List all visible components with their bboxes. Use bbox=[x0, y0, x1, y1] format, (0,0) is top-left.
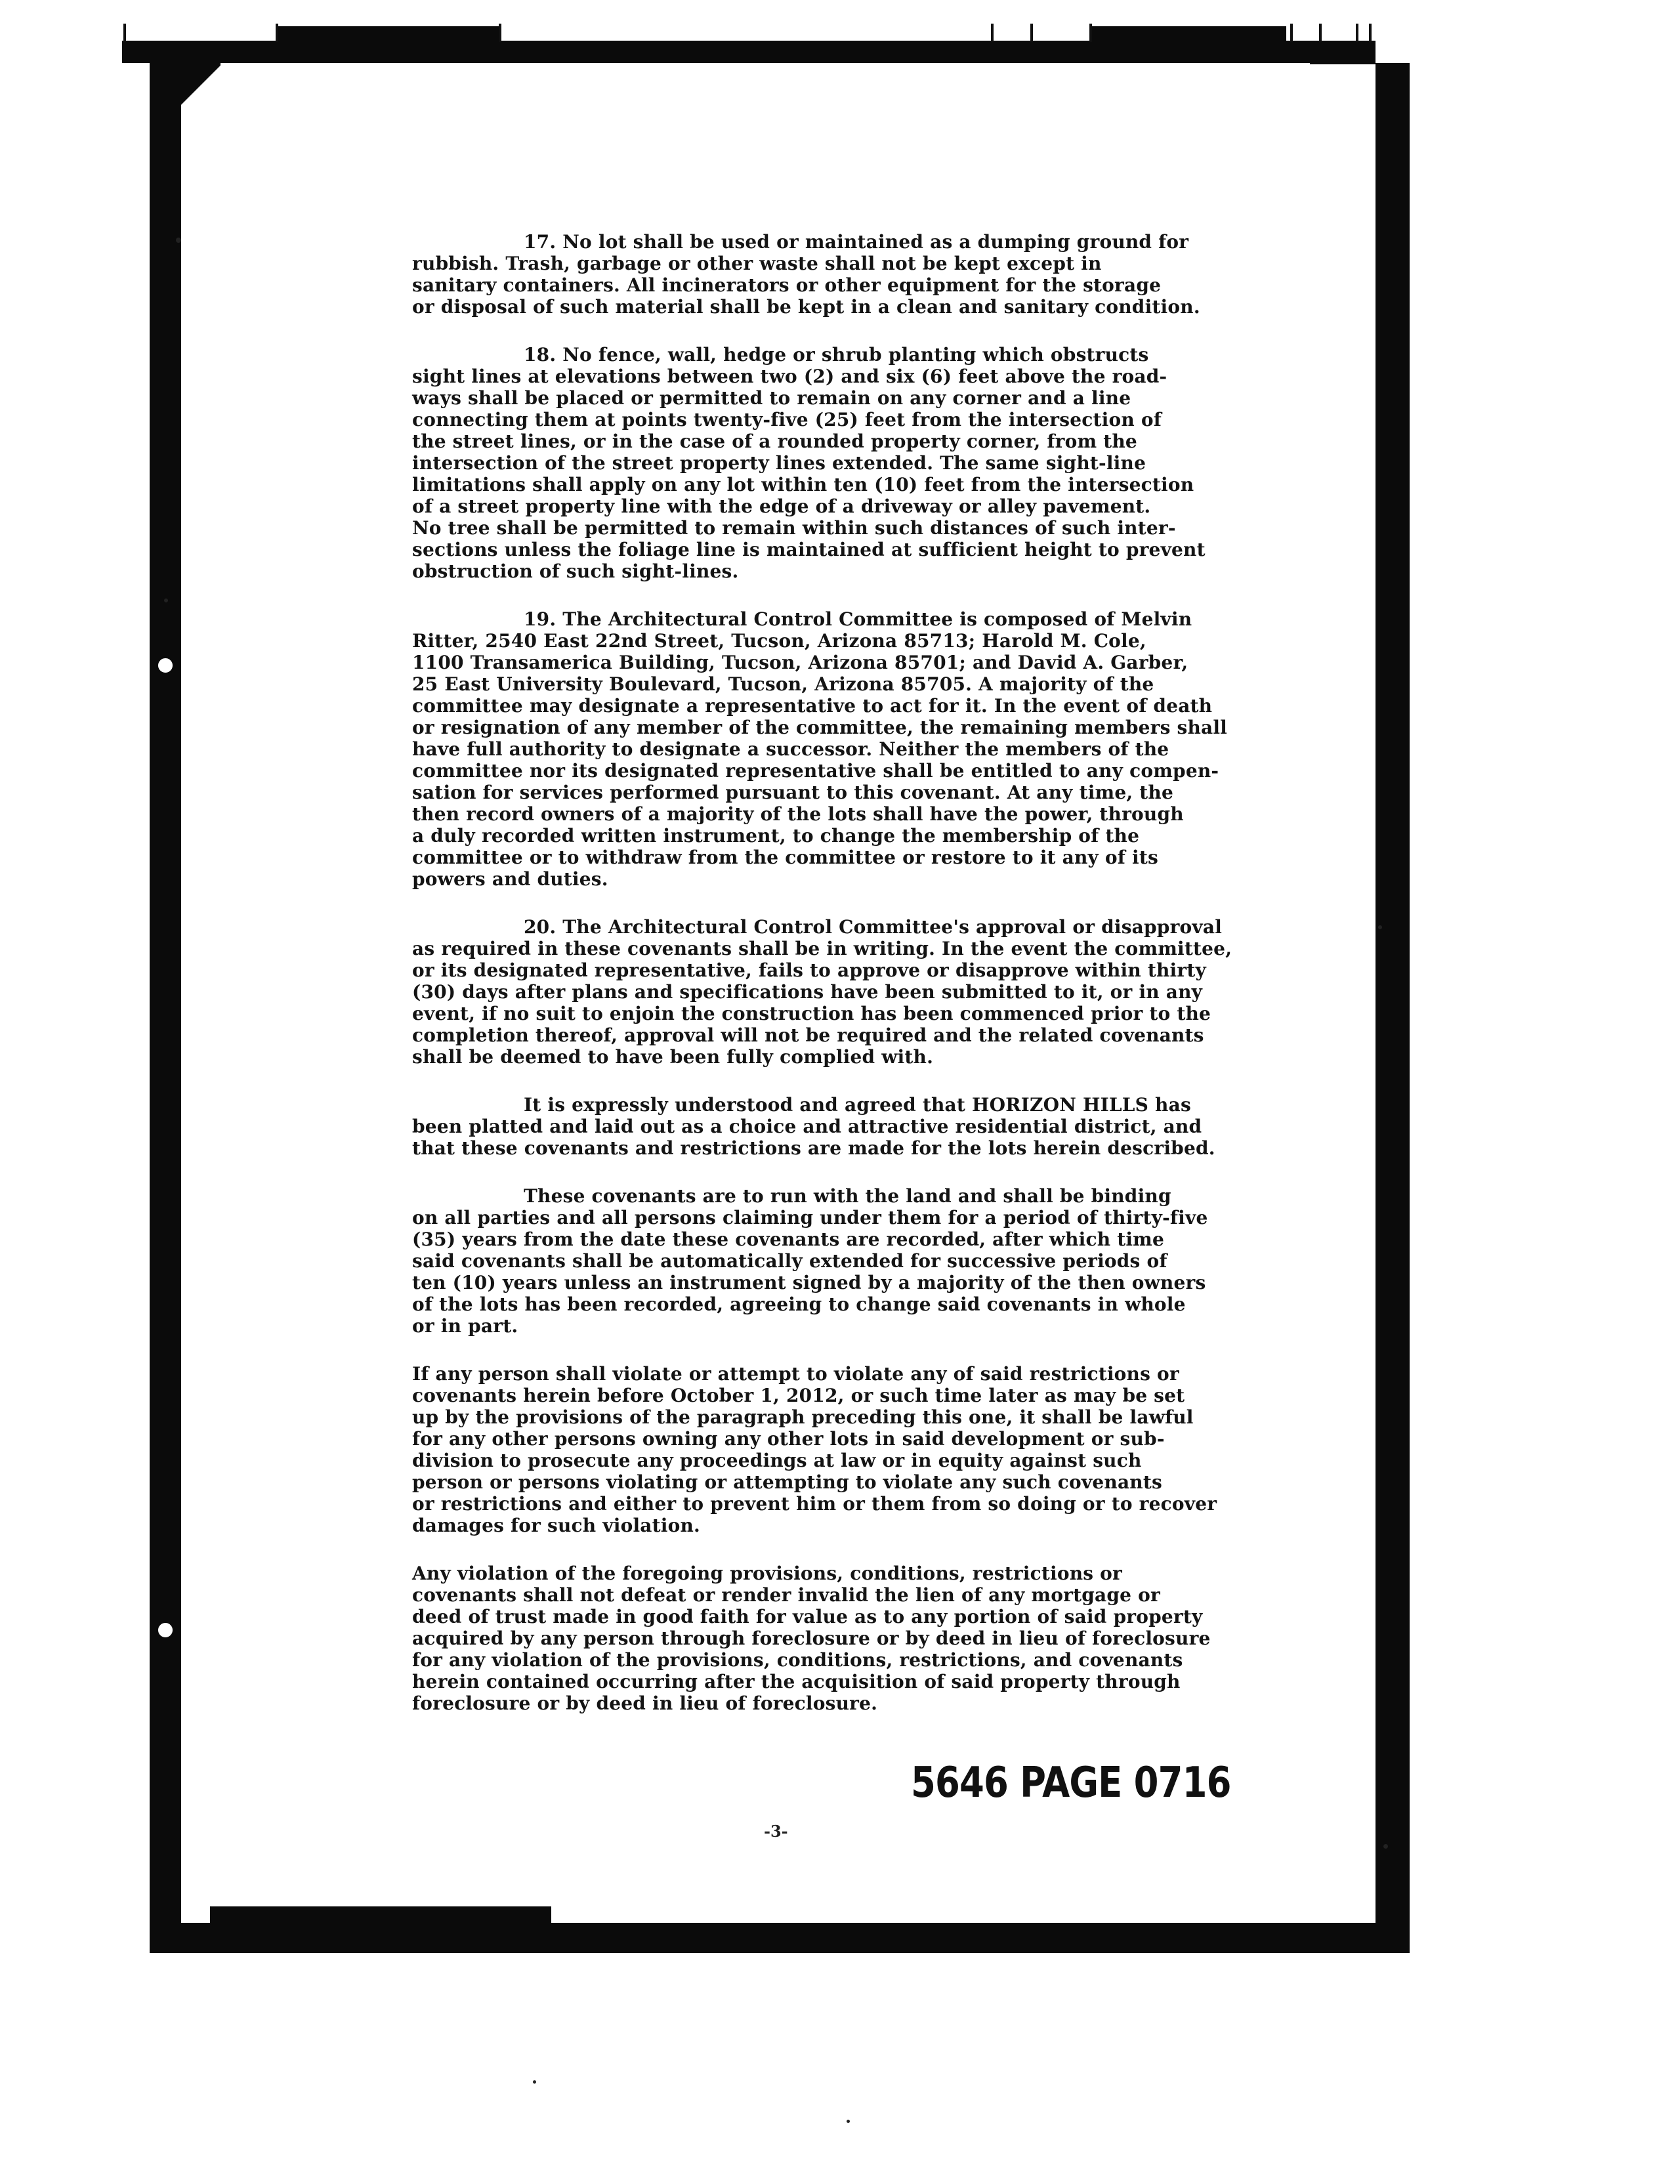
paragraph-line: sections unless the foliage line is maintained at sufficient height to prevent bbox=[412, 539, 1206, 560]
scan-speck bbox=[176, 238, 181, 243]
scan-tick-mark bbox=[499, 24, 501, 42]
paragraph-line: person or persons violating or attempting to violate any such covenants bbox=[412, 1471, 1162, 1493]
paragraph-line: damages for such violation. bbox=[412, 1515, 701, 1536]
paragraph-line: of the lots has been recorded, agreeing to change said covenants in whole bbox=[412, 1293, 1186, 1315]
paragraph-line: ten (10) years unless an instrument signed by a majority of the then owners bbox=[412, 1272, 1206, 1293]
scan-tick-mark bbox=[1089, 24, 1092, 42]
paragraph-line: ways shall be placed or permitted to remain on any corner and a line bbox=[412, 387, 1131, 409]
scan-tick-mark bbox=[1290, 24, 1293, 42]
paragraph-line: of a street property line with the edge of a driveway or alley pavement. bbox=[412, 495, 1151, 517]
punch-hole bbox=[156, 1621, 175, 1639]
paragraph-line: (30) days after plans and specifications have been submitted to it, or in any bbox=[412, 981, 1203, 1003]
paragraph-line: committee nor its designated representative shall be entitled to any compen- bbox=[412, 760, 1219, 782]
paragraph-line: for any other persons owning any other lots in said development or sub- bbox=[412, 1428, 1165, 1450]
paragraph-p-expressly bbox=[412, 1094, 1259, 1159]
paragraph-line: committee may designate a representative to act for it. In the event of death bbox=[412, 695, 1213, 717]
paragraph-line: or resignation of any member of the committee, the remaining members shall bbox=[412, 717, 1228, 738]
paragraph-line: a duly recorded written instrument, to change the membership of the bbox=[412, 825, 1140, 847]
scan-speck bbox=[1383, 1844, 1388, 1849]
paragraph-line: sight lines at elevations between two (2) and six (6) feet above the road- bbox=[412, 366, 1167, 387]
paragraph-line: No tree shall be permitted to remain within such distances of such inter- bbox=[412, 517, 1176, 539]
paragraph-line: 1100 Transamerica Building, Tucson, Arizona 85701; and David A. Garber, bbox=[412, 652, 1188, 673]
punch-hole bbox=[156, 656, 175, 675]
paragraph-line: sanitary containers. All incinerators or other equipment for the storage bbox=[412, 274, 1162, 296]
scan-speck bbox=[533, 2080, 536, 2084]
scan-border-bottom-shadow bbox=[210, 1906, 551, 1926]
paragraph-p-mortgage bbox=[412, 1563, 1259, 1714]
paragraph-line: been platted and laid out as a choice and attractive residential district, and bbox=[412, 1116, 1202, 1137]
paragraph-line: up by the provisions of the paragraph preceding this one, it shall be lawful bbox=[412, 1406, 1194, 1428]
paragraph-p17 bbox=[412, 231, 1259, 318]
paragraph-line: 18. No fence, wall, hedge or shrub planting which obstructs bbox=[524, 344, 1149, 366]
scan-tick-mark bbox=[276, 24, 278, 42]
paragraph-line: deed of trust made in good faith for value as to any portion of said property bbox=[412, 1606, 1203, 1628]
paragraph-line: obstruction of such sight-lines. bbox=[412, 560, 739, 582]
paragraph-line: Any violation of the foregoing provisions, conditions, restrictions or bbox=[412, 1563, 1123, 1584]
paragraph-line: connecting them at points twenty-five (25) feet from the intersection of bbox=[412, 409, 1162, 430]
paragraph-line: rubbish. Trash, garbage or other waste shall not be kept except in bbox=[412, 253, 1102, 274]
scan-speck bbox=[1378, 925, 1382, 929]
paragraph-line: or restrictions and either to prevent him or them from so doing or to recover bbox=[412, 1493, 1217, 1515]
recording-stamp: 5646 PAGE 0716 bbox=[911, 1759, 1231, 1807]
paragraph-line: If any person shall violate or attempt to violate any of said restrictions or bbox=[412, 1363, 1179, 1385]
paragraph-line: intersection of the street property lines extended. The same sight-line bbox=[412, 452, 1146, 474]
paragraph-line: as required in these covenants shall be in writing. In the event the committee, bbox=[412, 938, 1232, 959]
scan-tick-mark bbox=[1319, 24, 1322, 42]
paragraph-line: committee or to withdraw from the committee or restore to it any of its bbox=[412, 847, 1158, 868]
paragraph-line: event, if no suit to enjoin the construction has been commenced prior to the bbox=[412, 1003, 1211, 1024]
scan-border-top bbox=[122, 41, 1369, 63]
paragraph-p18 bbox=[412, 344, 1259, 582]
paragraph-line: have full authority to designate a successor. Neither the members of the bbox=[412, 738, 1169, 760]
paragraph-line: 17. No lot shall be used or maintained as a dumping ground for bbox=[524, 231, 1189, 253]
paragraph-p-run-with-land bbox=[412, 1185, 1259, 1337]
scan-border-right bbox=[1376, 63, 1410, 1953]
scan-border-bottom bbox=[150, 1923, 1410, 1953]
scan-tick-mark bbox=[1369, 24, 1372, 42]
scan-border-top-segment bbox=[1089, 26, 1286, 41]
scan-tick-mark bbox=[1030, 24, 1033, 42]
paragraph-line: or its designated representative, fails to approve or disapprove within thirty bbox=[412, 959, 1206, 981]
scan-border-left bbox=[150, 63, 181, 1953]
paragraph-line: limitations shall apply on any lot within ten (10) feet from the intersection bbox=[412, 474, 1194, 495]
paragraph-line: the street lines, or in the case of a rounded property corner, from the bbox=[412, 430, 1137, 452]
paragraph-line: Ritter, 2540 East 22nd Street, Tucson, Arizona 85713; Harold M. Cole, bbox=[412, 630, 1146, 652]
scan-tick-mark bbox=[1356, 24, 1358, 42]
scan-tick-mark bbox=[991, 24, 994, 42]
paragraph-line: 20. The Architectural Control Committee's approval or disapproval bbox=[524, 916, 1223, 938]
paragraph-line: then record owners of a majority of the lots shall have the power, through bbox=[412, 803, 1184, 825]
paragraph-line: (35) years from the date these covenants are recorded, after which time bbox=[412, 1228, 1165, 1250]
paragraph-line: shall be deemed to have been fully complied with. bbox=[412, 1046, 934, 1068]
paragraph-line: on all parties and all persons claiming under them for a period of thirty-five bbox=[412, 1207, 1208, 1228]
paragraph-line: It is expressly understood and agreed that HORIZON HILLS has bbox=[524, 1094, 1191, 1116]
paragraph-line: that these covenants and restrictions are made for the lots herein described. bbox=[412, 1137, 1215, 1159]
page-number: -3- bbox=[764, 1822, 788, 1841]
document-body bbox=[412, 231, 1259, 1740]
paragraph-line: herein contained occurring after the acquisition of said property through bbox=[412, 1671, 1181, 1692]
paragraph-line: These covenants are to run with the land and shall be binding bbox=[524, 1185, 1171, 1207]
paragraph-line: foreclosure or by deed in lieu of foreclosure. bbox=[412, 1692, 878, 1714]
scan-tick-mark bbox=[123, 24, 126, 42]
scan-border-notch bbox=[1310, 41, 1376, 64]
paragraph-line: sation for services performed pursuant to this covenant. At any time, the bbox=[412, 782, 1174, 803]
paragraph-line: covenants herein before October 1, 2012, or such time later as may be set bbox=[412, 1385, 1185, 1406]
paragraph-p-violate bbox=[412, 1363, 1259, 1536]
paragraph-line: or disposal of such material shall be kept in a clean and sanitary condition. bbox=[412, 296, 1200, 318]
paragraph-line: 25 East University Boulevard, Tucson, Arizona 85705. A majority of the bbox=[412, 673, 1154, 695]
paragraph-p20 bbox=[412, 916, 1259, 1068]
scan-speck bbox=[847, 2120, 850, 2123]
paragraph-line: 19. The Architectural Control Committee is composed of Melvin bbox=[524, 608, 1192, 630]
scan-border-top-segment bbox=[276, 26, 499, 41]
paragraph-line: for any violation of the provisions, conditions, restrictions, and covenants bbox=[412, 1649, 1183, 1671]
paragraph-line: or in part. bbox=[412, 1315, 518, 1337]
scan-speck bbox=[164, 598, 168, 602]
paragraph-line: said covenants shall be automatically extended for successive periods of bbox=[412, 1250, 1167, 1272]
paragraph-line: powers and duties. bbox=[412, 868, 608, 890]
paragraph-line: division to prosecute any proceedings at law or in equity against such bbox=[412, 1450, 1142, 1471]
paragraph-p19 bbox=[412, 608, 1259, 890]
paragraph-line: covenants shall not defeat or render invalid the lien of any mortgage or bbox=[412, 1584, 1160, 1606]
paragraph-line: completion thereof, approval will not be required and the related covenants bbox=[412, 1024, 1204, 1046]
scan-border-left-wedge bbox=[181, 63, 220, 116]
paragraph-line: acquired by any person through foreclosure or by deed in lieu of foreclosure bbox=[412, 1628, 1211, 1649]
